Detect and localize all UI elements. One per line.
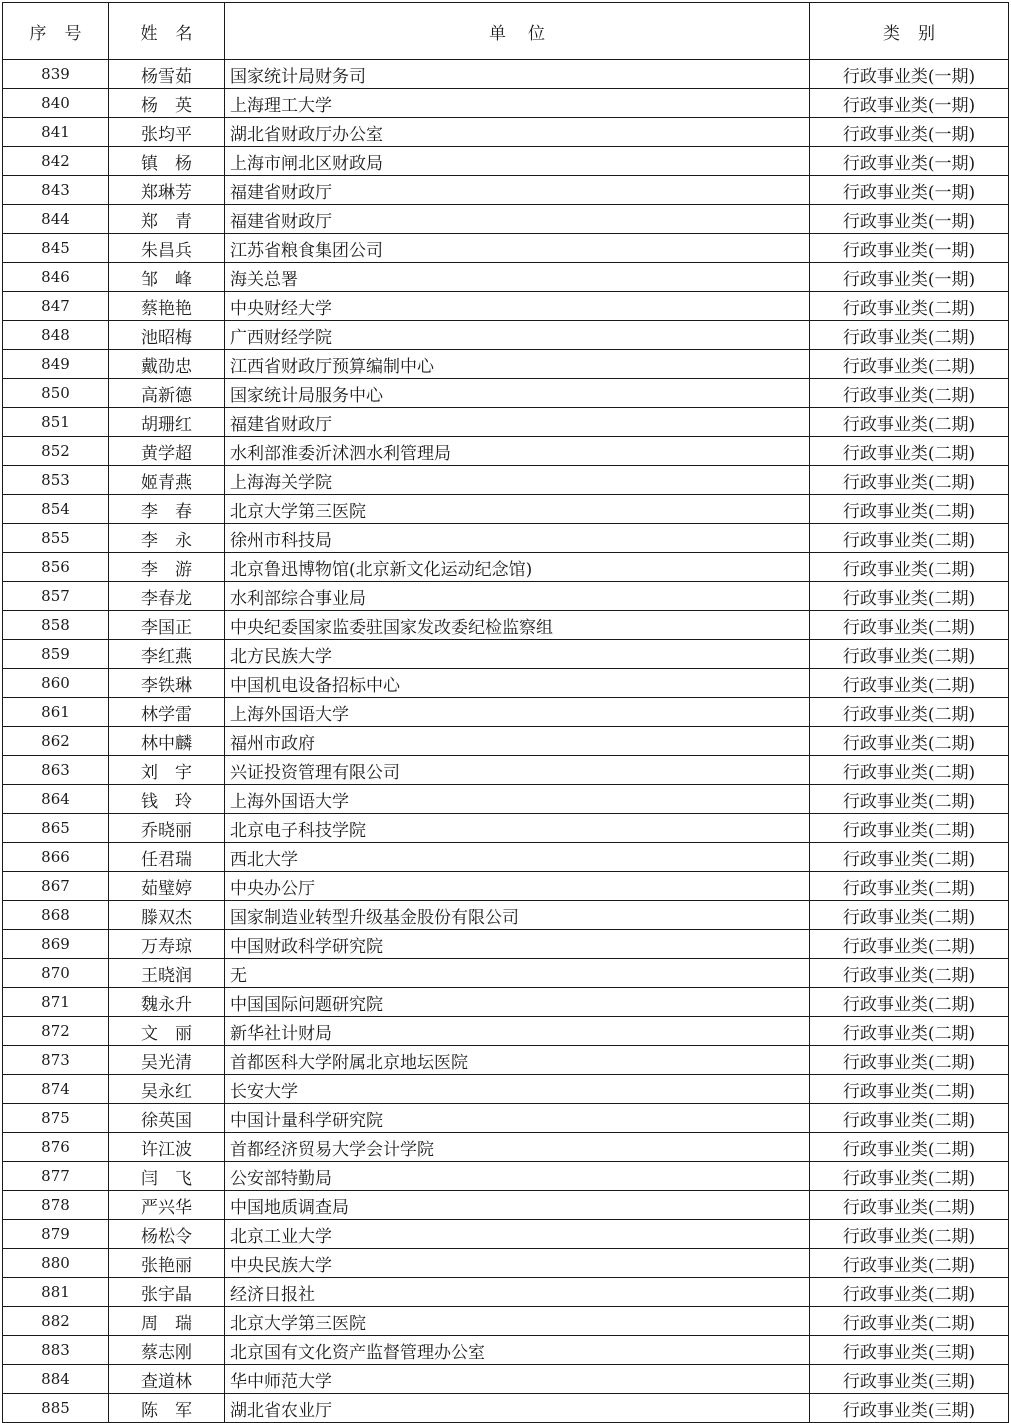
serial-number-cell: 861 xyxy=(3,698,109,727)
table-row xyxy=(3,1162,1009,1191)
unit-cell: 福建省财政厅 xyxy=(225,205,810,234)
table-row xyxy=(3,1365,1009,1394)
table-row xyxy=(3,611,1009,640)
serial-number-cell: 869 xyxy=(3,930,109,959)
unit-cell: 新华社计财局 xyxy=(225,1017,810,1046)
unit-cell: 首都医科大学附属北京地坛医院 xyxy=(225,1046,810,1075)
category-cell: 行政事业类(二期) xyxy=(810,959,1009,988)
serial-number-cell: 866 xyxy=(3,843,109,872)
header-name: 姓名 xyxy=(109,3,225,60)
unit-cell: 福建省财政厅 xyxy=(225,408,810,437)
name-cell: 林学雷 xyxy=(109,698,225,727)
category-cell: 行政事业类(二期) xyxy=(810,524,1009,553)
category-cell: 行政事业类(二期) xyxy=(810,350,1009,379)
unit-cell: 上海外国语大学 xyxy=(225,785,810,814)
unit-cell: 水利部淮委沂沭泗水利管理局 xyxy=(225,437,810,466)
header-unit: 单位 xyxy=(225,3,810,60)
serial-number-cell: 881 xyxy=(3,1278,109,1307)
table-row xyxy=(3,959,1009,988)
name-cell: 吴光清 xyxy=(109,1046,225,1075)
category-cell: 行政事业类(二期) xyxy=(810,582,1009,611)
table-row xyxy=(3,1278,1009,1307)
table-row xyxy=(3,60,1009,89)
unit-cell: 中央民族大学 xyxy=(225,1249,810,1278)
category-cell: 行政事业类(二期) xyxy=(810,785,1009,814)
category-cell: 行政事业类(一期) xyxy=(810,205,1009,234)
unit-cell: 中国计量科学研究院 xyxy=(225,1104,810,1133)
category-cell: 行政事业类(二期) xyxy=(810,1249,1009,1278)
name-cell: 胡珊红 xyxy=(109,408,225,437)
unit-cell: 西北大学 xyxy=(225,843,810,872)
table-row xyxy=(3,1017,1009,1046)
unit-cell: 北京电子科技学院 xyxy=(225,814,810,843)
category-cell: 行政事业类(二期) xyxy=(810,495,1009,524)
unit-cell: 中央财经大学 xyxy=(225,292,810,321)
name-cell: 闫 飞 xyxy=(109,1162,225,1191)
serial-number-cell: 855 xyxy=(3,524,109,553)
table-row xyxy=(3,1133,1009,1162)
category-cell: 行政事业类(二期) xyxy=(810,1191,1009,1220)
table-header xyxy=(3,3,1009,60)
name-cell: 李红燕 xyxy=(109,640,225,669)
unit-cell: 长安大学 xyxy=(225,1075,810,1104)
unit-cell: 中国财政科学研究院 xyxy=(225,930,810,959)
table-body xyxy=(3,60,1009,1423)
table-row xyxy=(3,524,1009,553)
roster-table xyxy=(2,2,1009,1423)
table-row xyxy=(3,843,1009,872)
serial-number-cell: 870 xyxy=(3,959,109,988)
serial-number-cell: 844 xyxy=(3,205,109,234)
unit-cell: 国家统计局财务司 xyxy=(225,60,810,89)
table-row xyxy=(3,408,1009,437)
serial-number-cell: 882 xyxy=(3,1307,109,1336)
category-cell: 行政事业类(一期) xyxy=(810,176,1009,205)
table-row xyxy=(3,814,1009,843)
table-row xyxy=(3,640,1009,669)
serial-number-cell: 850 xyxy=(3,379,109,408)
category-cell: 行政事业类(二期) xyxy=(810,1162,1009,1191)
category-cell: 行政事业类(二期) xyxy=(810,901,1009,930)
unit-cell: 中国地质调查局 xyxy=(225,1191,810,1220)
table-row xyxy=(3,292,1009,321)
name-cell: 许江波 xyxy=(109,1133,225,1162)
serial-number-cell: 868 xyxy=(3,901,109,930)
name-cell: 邹 峰 xyxy=(109,263,225,292)
table-row xyxy=(3,727,1009,756)
serial-number-cell: 854 xyxy=(3,495,109,524)
serial-number-cell: 846 xyxy=(3,263,109,292)
category-cell: 行政事业类(一期) xyxy=(810,234,1009,263)
name-cell: 张艳丽 xyxy=(109,1249,225,1278)
unit-cell: 广西财经学院 xyxy=(225,321,810,350)
name-cell: 任君瑞 xyxy=(109,843,225,872)
unit-cell: 福州市政府 xyxy=(225,727,810,756)
serial-number-cell: 876 xyxy=(3,1133,109,1162)
category-cell: 行政事业类(二期) xyxy=(810,466,1009,495)
header-row xyxy=(3,3,1009,60)
serial-number-cell: 878 xyxy=(3,1191,109,1220)
name-cell: 滕双杰 xyxy=(109,901,225,930)
unit-cell: 兴证投资管理有限公司 xyxy=(225,756,810,785)
category-cell: 行政事业类(二期) xyxy=(810,756,1009,785)
serial-number-cell: 851 xyxy=(3,408,109,437)
unit-cell: 海关总署 xyxy=(225,263,810,292)
name-cell: 张均平 xyxy=(109,118,225,147)
table-row xyxy=(3,321,1009,350)
category-cell: 行政事业类(二期) xyxy=(810,1104,1009,1133)
name-cell: 蔡艳艳 xyxy=(109,292,225,321)
category-cell: 行政事业类(二期) xyxy=(810,553,1009,582)
table-row xyxy=(3,147,1009,176)
serial-number-cell: 877 xyxy=(3,1162,109,1191)
serial-number-cell: 856 xyxy=(3,553,109,582)
table-row xyxy=(3,437,1009,466)
table-row xyxy=(3,669,1009,698)
table-row xyxy=(3,901,1009,930)
category-cell: 行政事业类(二期) xyxy=(810,1017,1009,1046)
table-row xyxy=(3,698,1009,727)
unit-cell: 上海市闸北区财政局 xyxy=(225,147,810,176)
serial-number-cell: 848 xyxy=(3,321,109,350)
serial-number-cell: 873 xyxy=(3,1046,109,1075)
category-cell: 行政事业类(二期) xyxy=(810,843,1009,872)
name-cell: 陈 军 xyxy=(109,1394,225,1423)
serial-number-cell: 862 xyxy=(3,727,109,756)
unit-cell: 首都经济贸易大学会计学院 xyxy=(225,1133,810,1162)
unit-cell: 上海外国语大学 xyxy=(225,698,810,727)
category-cell: 行政事业类(三期) xyxy=(810,1336,1009,1365)
name-cell: 乔晓丽 xyxy=(109,814,225,843)
name-cell: 李铁琳 xyxy=(109,669,225,698)
name-cell: 钱 玲 xyxy=(109,785,225,814)
table-row xyxy=(3,234,1009,263)
unit-cell: 上海理工大学 xyxy=(225,89,810,118)
serial-number-cell: 849 xyxy=(3,350,109,379)
table-row xyxy=(3,1249,1009,1278)
serial-number-cell: 853 xyxy=(3,466,109,495)
serial-number-cell: 884 xyxy=(3,1365,109,1394)
name-cell: 黄学超 xyxy=(109,437,225,466)
unit-cell: 中央办公厅 xyxy=(225,872,810,901)
serial-number-cell: 845 xyxy=(3,234,109,263)
serial-number-cell: 874 xyxy=(3,1075,109,1104)
serial-number-cell: 842 xyxy=(3,147,109,176)
category-cell: 行政事业类(一期) xyxy=(810,118,1009,147)
unit-cell: 湖北省财政厅办公室 xyxy=(225,118,810,147)
table-row xyxy=(3,89,1009,118)
name-cell: 郑 青 xyxy=(109,205,225,234)
category-cell: 行政事业类(二期) xyxy=(810,321,1009,350)
category-cell: 行政事业类(二期) xyxy=(810,1278,1009,1307)
category-cell: 行政事业类(二期) xyxy=(810,640,1009,669)
unit-cell: 中国机电设备招标中心 xyxy=(225,669,810,698)
name-cell: 姬青燕 xyxy=(109,466,225,495)
name-cell: 杨雪茹 xyxy=(109,60,225,89)
table-row xyxy=(3,205,1009,234)
name-cell: 池昭梅 xyxy=(109,321,225,350)
table-row xyxy=(3,988,1009,1017)
serial-number-cell: 867 xyxy=(3,872,109,901)
unit-cell: 华中师范大学 xyxy=(225,1365,810,1394)
category-cell: 行政事业类(二期) xyxy=(810,1075,1009,1104)
table-row xyxy=(3,1307,1009,1336)
category-cell: 行政事业类(二期) xyxy=(810,698,1009,727)
category-cell: 行政事业类(一期) xyxy=(810,60,1009,89)
header-serial-number: 序号 xyxy=(3,3,109,60)
unit-cell: 无 xyxy=(225,959,810,988)
unit-cell: 徐州市科技局 xyxy=(225,524,810,553)
table-row xyxy=(3,495,1009,524)
unit-cell: 北京大学第三医院 xyxy=(225,495,810,524)
header-category: 类别 xyxy=(810,3,1009,60)
category-cell: 行政事业类(二期) xyxy=(810,727,1009,756)
unit-cell: 中央纪委国家监委驻国家发改委纪检监察组 xyxy=(225,611,810,640)
category-cell: 行政事业类(三期) xyxy=(810,1394,1009,1423)
serial-number-cell: 860 xyxy=(3,669,109,698)
unit-cell: 湖北省农业厅 xyxy=(225,1394,810,1423)
name-cell: 杨 英 xyxy=(109,89,225,118)
serial-number-cell: 880 xyxy=(3,1249,109,1278)
category-cell: 行政事业类(二期) xyxy=(810,988,1009,1017)
unit-cell: 北京大学第三医院 xyxy=(225,1307,810,1336)
category-cell: 行政事业类(二期) xyxy=(810,1220,1009,1249)
name-cell: 张宇晶 xyxy=(109,1278,225,1307)
table-row xyxy=(3,350,1009,379)
table-row xyxy=(3,756,1009,785)
name-cell: 万寿琼 xyxy=(109,930,225,959)
table-row xyxy=(3,785,1009,814)
name-cell: 李 永 xyxy=(109,524,225,553)
category-cell: 行政事业类(一期) xyxy=(810,263,1009,292)
unit-cell: 国家统计局服务中心 xyxy=(225,379,810,408)
table-row xyxy=(3,872,1009,901)
unit-cell: 江苏省粮食集团公司 xyxy=(225,234,810,263)
unit-cell: 北京国有文化资产监督管理办公室 xyxy=(225,1336,810,1365)
table-row xyxy=(3,1394,1009,1423)
serial-number-cell: 875 xyxy=(3,1104,109,1133)
category-cell: 行政事业类(二期) xyxy=(810,814,1009,843)
name-cell: 李 春 xyxy=(109,495,225,524)
table-row xyxy=(3,118,1009,147)
unit-cell: 上海海关学院 xyxy=(225,466,810,495)
name-cell: 李国正 xyxy=(109,611,225,640)
category-cell: 行政事业类(二期) xyxy=(810,408,1009,437)
serial-number-cell: 847 xyxy=(3,292,109,321)
unit-cell: 公安部特勤局 xyxy=(225,1162,810,1191)
table-row xyxy=(3,930,1009,959)
serial-number-cell: 879 xyxy=(3,1220,109,1249)
unit-cell: 北京鲁迅博物馆(北京新文化运动纪念馆) xyxy=(225,553,810,582)
category-cell: 行政事业类(二期) xyxy=(810,872,1009,901)
name-cell: 严兴华 xyxy=(109,1191,225,1220)
table-row xyxy=(3,553,1009,582)
name-cell: 高新德 xyxy=(109,379,225,408)
table-row xyxy=(3,379,1009,408)
serial-number-cell: 852 xyxy=(3,437,109,466)
category-cell: 行政事业类(二期) xyxy=(810,1307,1009,1336)
category-cell: 行政事业类(二期) xyxy=(810,379,1009,408)
table-row xyxy=(3,582,1009,611)
serial-number-cell: 858 xyxy=(3,611,109,640)
table-row xyxy=(3,1220,1009,1249)
category-cell: 行政事业类(二期) xyxy=(810,1046,1009,1075)
table-row xyxy=(3,1046,1009,1075)
name-cell: 镇 杨 xyxy=(109,147,225,176)
category-cell: 行政事业类(二期) xyxy=(810,292,1009,321)
name-cell: 查道林 xyxy=(109,1365,225,1394)
serial-number-cell: 864 xyxy=(3,785,109,814)
serial-number-cell: 871 xyxy=(3,988,109,1017)
unit-cell: 福建省财政厅 xyxy=(225,176,810,205)
unit-cell: 水利部综合事业局 xyxy=(225,582,810,611)
unit-cell: 中国国际问题研究院 xyxy=(225,988,810,1017)
serial-number-cell: 841 xyxy=(3,118,109,147)
unit-cell: 国家制造业转型升级基金股份有限公司 xyxy=(225,901,810,930)
name-cell: 文 丽 xyxy=(109,1017,225,1046)
table-row xyxy=(3,1336,1009,1365)
name-cell: 郑琳芳 xyxy=(109,176,225,205)
table-row xyxy=(3,263,1009,292)
name-cell: 徐英国 xyxy=(109,1104,225,1133)
serial-number-cell: 863 xyxy=(3,756,109,785)
name-cell: 杨松令 xyxy=(109,1220,225,1249)
serial-number-cell: 885 xyxy=(3,1394,109,1423)
table-row xyxy=(3,176,1009,205)
name-cell: 朱昌兵 xyxy=(109,234,225,263)
table-row xyxy=(3,1104,1009,1133)
name-cell: 李 游 xyxy=(109,553,225,582)
serial-number-cell: 839 xyxy=(3,60,109,89)
name-cell: 李春龙 xyxy=(109,582,225,611)
table-row xyxy=(3,1075,1009,1104)
category-cell: 行政事业类(三期) xyxy=(810,1365,1009,1394)
category-cell: 行政事业类(一期) xyxy=(810,147,1009,176)
table-row xyxy=(3,466,1009,495)
category-cell: 行政事业类(二期) xyxy=(810,437,1009,466)
serial-number-cell: 859 xyxy=(3,640,109,669)
unit-cell: 经济日报社 xyxy=(225,1278,810,1307)
category-cell: 行政事业类(二期) xyxy=(810,1133,1009,1162)
category-cell: 行政事业类(二期) xyxy=(810,669,1009,698)
name-cell: 戴劭忠 xyxy=(109,350,225,379)
name-cell: 茹璧婷 xyxy=(109,872,225,901)
name-cell: 林中麟 xyxy=(109,727,225,756)
name-cell: 王晓润 xyxy=(109,959,225,988)
serial-number-cell: 840 xyxy=(3,89,109,118)
serial-number-cell: 843 xyxy=(3,176,109,205)
unit-cell: 北方民族大学 xyxy=(225,640,810,669)
name-cell: 魏永升 xyxy=(109,988,225,1017)
name-cell: 吴永红 xyxy=(109,1075,225,1104)
serial-number-cell: 865 xyxy=(3,814,109,843)
name-cell: 蔡志刚 xyxy=(109,1336,225,1365)
category-cell: 行政事业类(一期) xyxy=(810,89,1009,118)
serial-number-cell: 857 xyxy=(3,582,109,611)
table-row xyxy=(3,1191,1009,1220)
category-cell: 行政事业类(二期) xyxy=(810,930,1009,959)
name-cell: 刘 宇 xyxy=(109,756,225,785)
category-cell: 行政事业类(二期) xyxy=(810,611,1009,640)
unit-cell: 江西省财政厅预算编制中心 xyxy=(225,350,810,379)
unit-cell: 北京工业大学 xyxy=(225,1220,810,1249)
name-cell: 周 瑞 xyxy=(109,1307,225,1336)
serial-number-cell: 872 xyxy=(3,1017,109,1046)
serial-number-cell: 883 xyxy=(3,1336,109,1365)
